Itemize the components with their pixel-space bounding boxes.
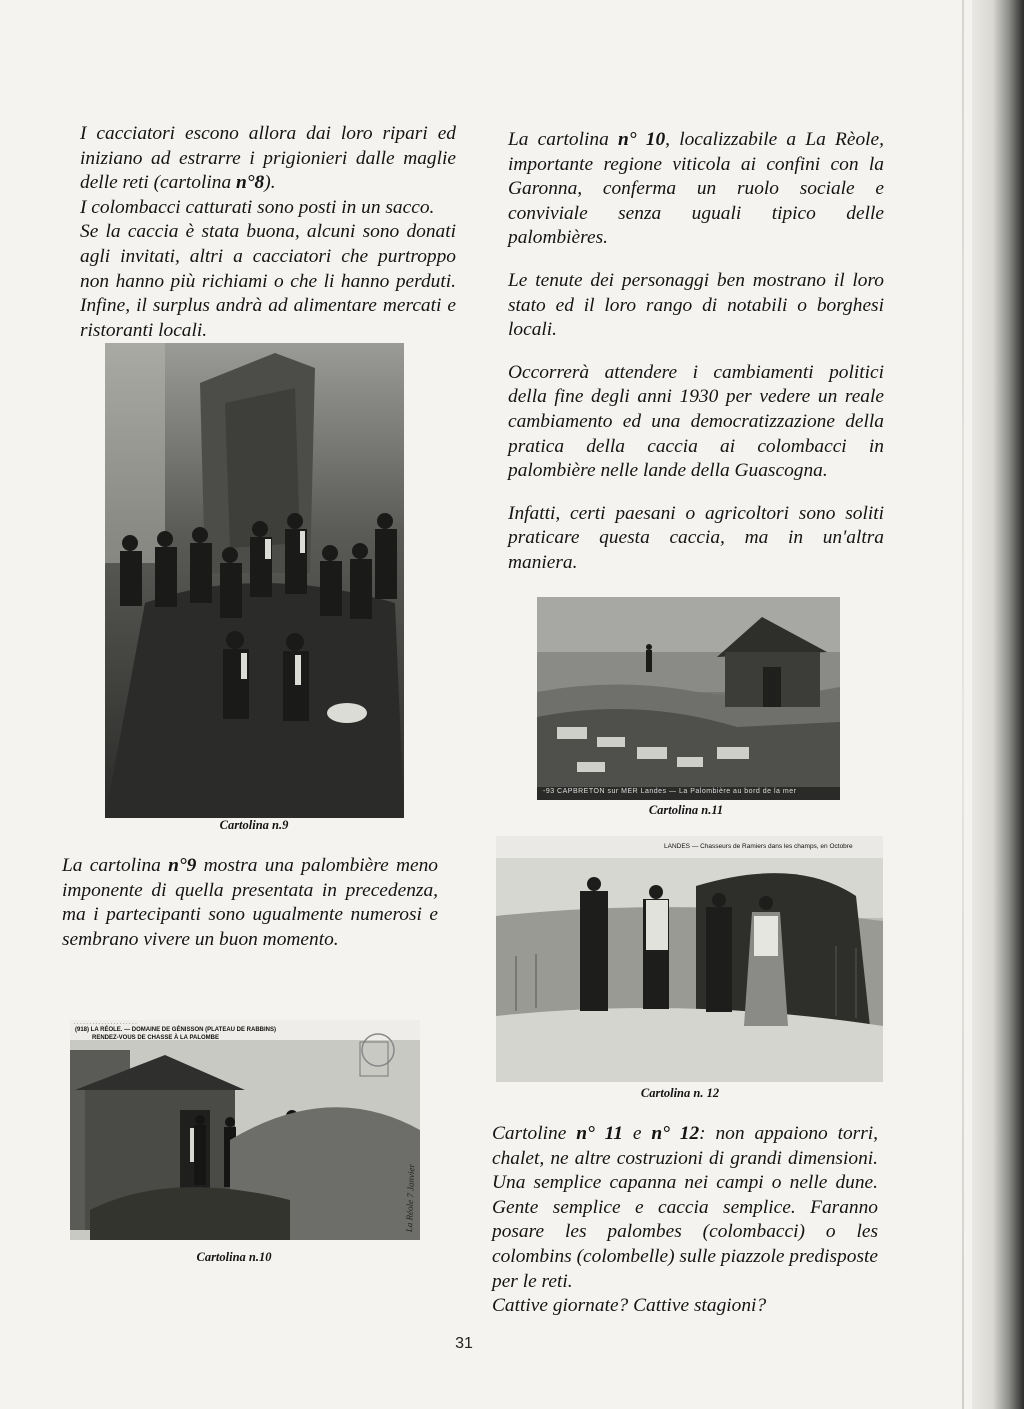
postcard-11-photo [537, 597, 840, 800]
postcard-12-illustration [496, 836, 883, 1082]
right-paragraph-2: Le tenute dei personaggi ben mostrano il loro stato ed il loro rango di notabili o borghesi locali. [508, 269, 884, 341]
postcard-12-photo [496, 836, 883, 1082]
postcard-9-photo [105, 343, 404, 818]
right-paragraph-5-container [492, 1122, 878, 1319]
right-paragraph-5-last: Cattive giornate? Cattive stagioni? [492, 1295, 767, 1317]
postcard-10-header-line2: RENDEZ-VOUS DE CHASSE À LA PALOMBE [92, 1035, 220, 1041]
left-paragraph-4: La cartolina n°9 mostra una palombière meno imponente di quella presentata in precedenza, ma i partecipanti sono ugualmente numerosi e sembrano vivere un buon momento. [62, 855, 438, 950]
right-paragraph-3: Occorrerà attendere i cambiamenti politici della fine degli anni 1930 per vedere un reale cambiamento ed una democratizzazione della pratica della caccia ai colombacci in palombière nelle lande della Guascogna. [508, 361, 884, 482]
postcard-12-header: LANDES — Chasseurs de Ramiers dans les champs, en Octobre [664, 843, 853, 850]
postcard-12-caption: Cartolina n. 12 [640, 1086, 720, 1100]
page-edge-line [962, 0, 964, 1409]
left-paragraph-1: I cacciatori escono allora dai loro ripari ed iniziano ad estrarre i prigionieri dalle maglie delle reti (cartolina n°8). [80, 123, 456, 194]
postcard-10-handwriting: La Réole 7 Janvier [404, 1163, 417, 1233]
postcard-10-caption: Cartolina n.10 [196, 1250, 272, 1264]
left-column [80, 122, 456, 343]
postcard-10-illustration [70, 1020, 420, 1240]
postcard-10-header-line1: (918) LA RÉOLE. — DOMAINE DE GÉNISSON (PLATEAU DE RABBINS) [75, 1027, 277, 1033]
postcard-10-photo [70, 1020, 420, 1240]
right-paragraph-4: Infatti, certi paesani o agricoltori sono soliti praticare questa caccia, ma in un'altra maniera. [508, 502, 884, 573]
right-column [508, 128, 884, 576]
right-paragraph-5: Cartoline n° 11 e n° 12: non appaiono torri, chalet, ne altre costruzioni di grandi dimensioni. Una semplice capanna nei campi o nelle dune. Gente semplice e caccia semplice. Faranno posare les palombes (colombacci) o les colombins (colombelle) sulle piazzole predisposte per le reti. [492, 1123, 878, 1292]
postcard-9-illustration [105, 343, 404, 818]
left-paragraph-4-container [62, 854, 438, 952]
postcard-11-strip: -93 CAPBRETON sur MER Landes — La Palombière au bord de la mer [543, 788, 797, 795]
postcard-10-publisher: · · · · · · · · · · · · · · · · · · · · · [74, 1021, 137, 1027]
postcard-11-caption: Cartolina n.11 [648, 803, 724, 817]
right-paragraph-1: La cartolina n° 10, localizzabile a La Rèole, importante regione viticola ai confini con la Garonna, conferma un ruolo sociale e conviviale senza uguali tipico delle palombières. [508, 129, 884, 249]
left-paragraph-3: Se la caccia è stata buona, alcuni sono donati agli invitati, altri a cacciatori che purtroppo non hanno più richiami o che li hanno perduti. Infine, il surplus andrà ad alimentare mercati e ristoranti locali. [80, 221, 456, 341]
page-edge-shadow [972, 0, 1024, 1409]
left-paragraph-2: I colombacci catturati sono posti in un sacco. [80, 196, 435, 218]
postcard-9-caption: Cartolina n.9 [219, 818, 289, 832]
page-number: 31 [455, 1335, 473, 1352]
postcard-11-illustration [537, 597, 840, 800]
